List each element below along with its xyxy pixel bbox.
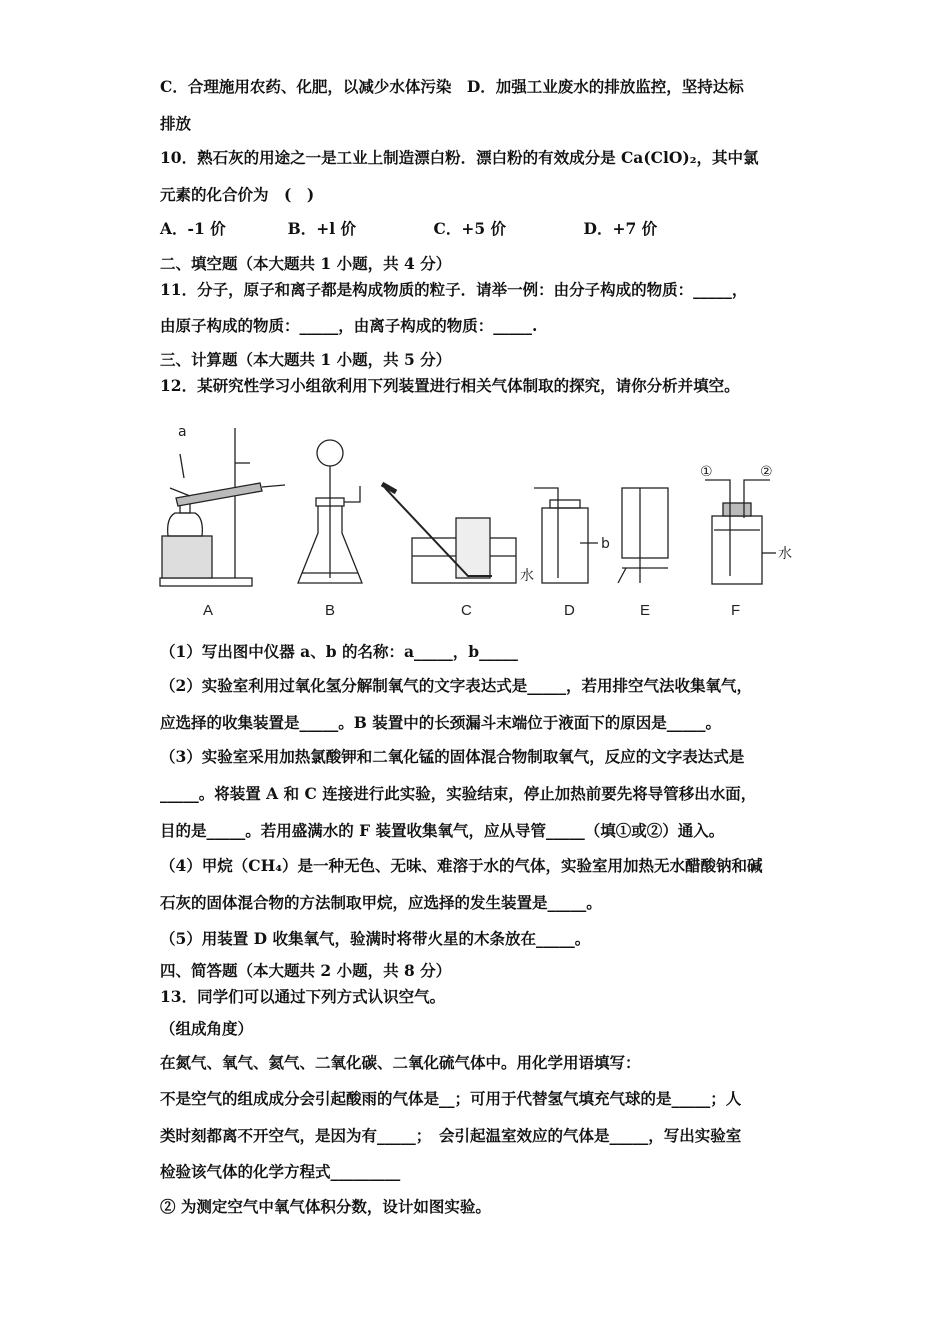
subquestion-3: （3）实验室采用加热氯酸钾和二氧化锰的固体混合物制取氧气，反应的文字表达式是 (160, 747, 745, 766)
label-part-b: b (601, 536, 610, 552)
apparatus-b (298, 440, 362, 583)
text-line: 由原子构成的物质：_____，由离子构成的物质：_____. (160, 316, 538, 335)
text-line: _____。将装置 A 和 C 连接进行此实验，实验结束，停止加热前要先将导管移出水面， (160, 784, 757, 803)
question-12: 12．某研究性学习小组欲利用下列装置进行相关气体制取的探究，请你分析并填空。 (160, 376, 740, 395)
subquestion-2: （2）实验室利用过氧化氢分解制氧气的文字表达式是_____，若用排空气法收集氧气， (160, 676, 753, 695)
text-line: 石灰的固体混合物的方法制取甲烷，应选择的发生装置是_____。 (160, 893, 602, 912)
text-line: （组成角度） (160, 1019, 254, 1038)
text-line: 不是空气的组成成分会引起酸雨的气体是__；可用于代替氢气填充气球的是_____；人 (160, 1089, 742, 1108)
label-e: E (640, 602, 651, 619)
subquestion-4: （4）甲烷（CH₄）是一种无色、无味、难溶于水的气体，实验室用加热无水醋酸钠和碱 (160, 856, 763, 875)
question-10: 10．熟石灰的用途之一是工业上制造漂白粉．漂白粉的有效成分是 Ca(ClO)₂，其中氯 (160, 148, 759, 167)
apparatus-e (618, 488, 668, 583)
text-line: 应选择的收集装置是_____。B 装置中的长颈漏斗末端位于液面下的原因是_____。 (160, 713, 721, 732)
text-line: C．合理施用农药、化肥，以减少水体污染 D．加强工业废水的排放监控，坚持达标 (160, 77, 744, 96)
text-line: 类时刻都离不开空气，是因为有_____； 会引起温室效应的气体是_____，写出实验室 (160, 1126, 742, 1145)
label-port-1: ① (700, 464, 713, 480)
label-f: F (731, 602, 741, 619)
question-11: 11．分子，原子和离子都是构成物质的粒子．请举一例：由分子构成的物质：_____， (160, 280, 748, 299)
text-line: 排放 (160, 114, 192, 133)
label-part-a: a (178, 424, 187, 440)
label-water-c: 水 (520, 568, 534, 584)
text-line: 元素的化合价为 ( ) (160, 185, 315, 204)
label-d: D (564, 602, 575, 619)
apparatus-d (534, 488, 598, 583)
apparatus-a (160, 428, 285, 586)
subquestion-5: （5）用装置 D 收集氧气，验满时将带火星的木条放在_____。 (160, 929, 591, 948)
label-c: C (461, 602, 472, 619)
text-line: ② 为测定空气中氧气体积分数，设计如图实验。 (160, 1197, 491, 1216)
apparatus-c (382, 484, 516, 583)
section-heading: 四、简答题（本大题共 2 小题，共 8 分） (160, 961, 452, 980)
label-a: A (203, 602, 214, 619)
apparatus-f (705, 480, 776, 584)
text-line: 目的是_____。若用盛满水的 F 装置收集氧气，应从导管_____（填①或②）通入。 (160, 821, 725, 840)
section-heading: 三、计算题（本大题共 1 小题，共 5 分） (160, 350, 452, 369)
options-10: A．-1 价 B．+l 价 C．+5 价 D．+7 价 (160, 219, 658, 238)
label-b: B (325, 602, 336, 619)
subquestion-1: （1）写出图中仪器 a、b 的名称：a_____，b_____ (160, 642, 518, 661)
label-water-f: 水 (778, 546, 792, 562)
text-line: 在氮气、氧气、氦气、二氧化碳、二氧化硫气体中。用化学用语填写： (160, 1053, 641, 1072)
question-13: 13．同学们可以通过下列方式认识空气。 (160, 987, 446, 1006)
text-line: 检验该气体的化学方程式_________ (160, 1162, 401, 1181)
apparatus-figure (150, 418, 810, 628)
section-heading: 二、填空题（本大题共 1 小题，共 4 分） (160, 254, 452, 273)
label-port-2: ② (760, 464, 773, 480)
